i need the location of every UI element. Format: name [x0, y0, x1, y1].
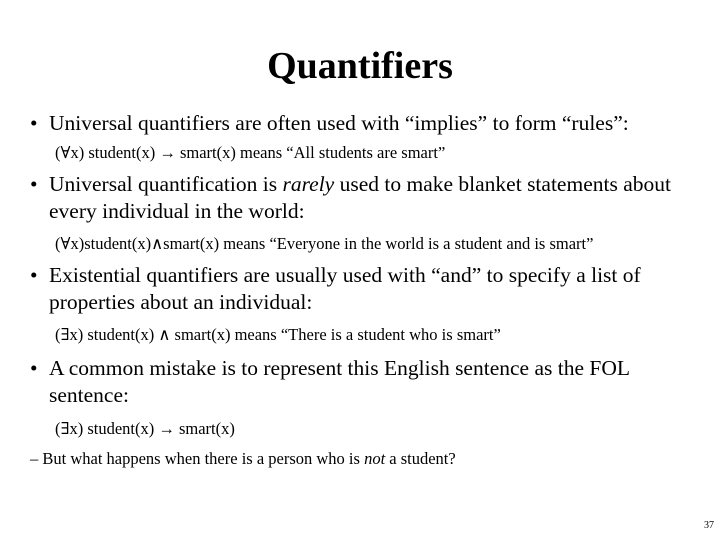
- subpoint-text: [42, 449, 455, 468]
- example-existential-implies: [55, 418, 715, 440]
- dash-marker: –: [30, 449, 39, 468]
- means-connector: means: [223, 234, 266, 253]
- bullet-text: Universal quantifiers are often used with “implies” to form “rules”:: [49, 111, 629, 135]
- emphasis-not: not: [364, 449, 386, 468]
- gloss: “All students are smart”: [286, 143, 446, 162]
- bullet-text: A common mistake is to represent this English sentence as the FOL sentence:: [49, 356, 630, 407]
- bullet-marker: •: [30, 263, 38, 287]
- bullet-marker: •: [30, 172, 38, 196]
- means-connector: means: [234, 325, 277, 344]
- text-before: Universal quantification is: [49, 172, 283, 196]
- bullet-text: Existential quantifiers are usually used with “and” to specify a list of properties about an individual:: [49, 263, 641, 314]
- bullet-universal-rarely: [30, 171, 714, 225]
- slide-title: Quantifiers: [267, 45, 453, 87]
- text-after: used to make blanket statements about every individual in the world:: [49, 172, 671, 223]
- formula: (∀x) student(x) → smart(x): [55, 143, 236, 162]
- gloss: “There is a student who is smart”: [280, 325, 501, 344]
- bullet-existential-and: [30, 262, 714, 316]
- bullet-marker: •: [30, 111, 38, 135]
- bullet-universal-implies: [30, 110, 714, 137]
- example-universal-implies: [55, 142, 715, 164]
- subpoint-person-not-student: [30, 448, 715, 470]
- bullet-marker: •: [30, 356, 38, 380]
- gloss: “Everyone in the world is a student and is smart”: [269, 234, 594, 253]
- emphasis-rarely: rarely: [282, 172, 335, 196]
- text-after: a student?: [385, 449, 456, 468]
- means-connector: means: [240, 143, 283, 162]
- formula: (∃x) student(x) → smart(x): [55, 419, 235, 438]
- formula: (∀x)student(x)∧smart(x): [55, 234, 220, 253]
- formula: (∃x) student(x) ∧ smart(x): [55, 325, 231, 344]
- page-number: 37: [704, 520, 714, 531]
- text-before: But what happens when there is a person who is: [42, 449, 365, 468]
- bullet-common-mistake: [30, 355, 714, 409]
- bullet-text: [30, 171, 714, 225]
- example-existential-and: [55, 324, 715, 346]
- example-universal-and: [55, 233, 715, 255]
